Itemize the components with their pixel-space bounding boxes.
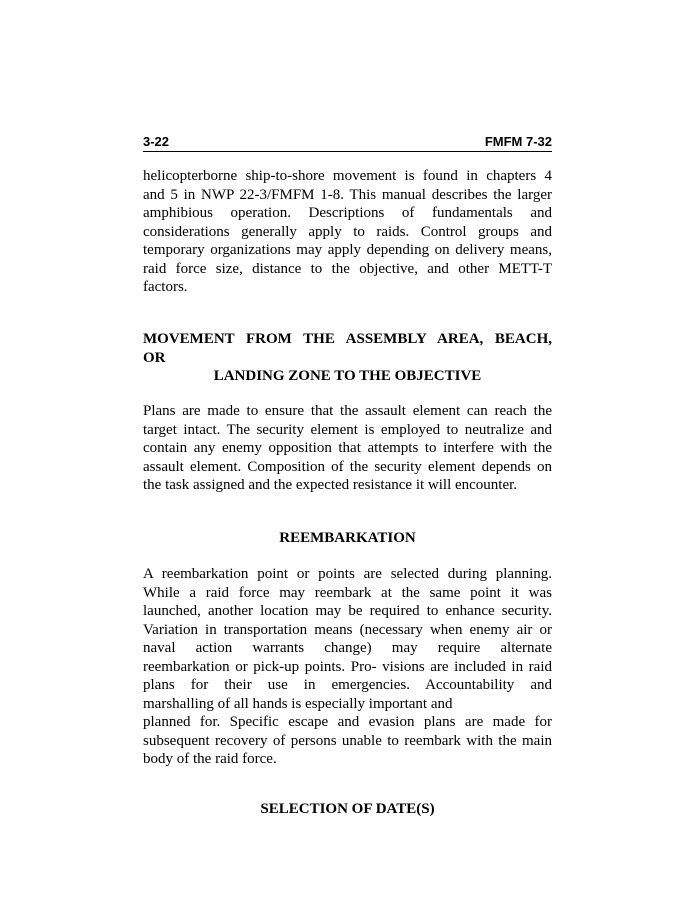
heading-line: MOVEMENT FROM THE ASSEMBLY AREA, BEACH, xyxy=(143,331,552,347)
paragraph-line: While a raid force may reembark at the same point it was xyxy=(143,584,552,601)
paragraph-line: naval action warrants change) may require alternate xyxy=(143,640,552,656)
movement-heading xyxy=(143,330,552,386)
manual-id: FMFM 7-32 xyxy=(484,134,552,149)
paragraph-line: marshalling of all hands is especially important and xyxy=(143,695,453,712)
paragraph-line: subsequent recovery of persons unable to reembark with the main xyxy=(143,732,552,749)
page-header xyxy=(143,133,552,152)
paragraph-line: raid force size, distance to the objective, and other METT-T xyxy=(143,260,552,277)
paragraph-line: Plans are made to ensure that the assault element can reach the xyxy=(143,403,552,419)
heading-line: OR xyxy=(143,349,166,366)
paragraph-line: reembarkation or pick-up points. Pro- visions are included in raid xyxy=(143,658,552,675)
selection-of-dates-heading xyxy=(143,800,552,819)
heading-line: LANDING ZONE TO THE OBJECTIVE xyxy=(213,368,482,384)
intro-paragraph xyxy=(143,167,552,297)
paragraph-line: helicopterborne ship-to-shore movement is found in chapters 4 xyxy=(143,168,552,184)
paragraph-line: factors. xyxy=(143,279,188,295)
paragraph-line: amphibious operation. Descriptions of fundamentals and xyxy=(143,205,552,221)
paragraph-line: A reembarkation point or points are selected during planning. xyxy=(143,566,552,582)
heading-line: SELECTION OF DATE(S) xyxy=(260,801,435,817)
paragraph-line: body of the raid force. xyxy=(143,751,277,767)
paragraph-line: assault element. Composition of the security element depends on xyxy=(143,458,552,475)
movement-paragraph xyxy=(143,402,552,495)
paragraph-line: temporary organizations may apply depending on delivery means, xyxy=(143,242,552,258)
paragraph-line: target intact. The security element is employed to neutralize and xyxy=(143,421,552,438)
reembarkation-paragraph xyxy=(143,565,552,769)
page-number: 3-22 xyxy=(143,134,170,149)
reembarkation-heading xyxy=(143,529,552,548)
paragraph-line: planned for. Specific escape and evasion plans are made for xyxy=(143,714,552,730)
paragraph-line: and 5 in NWP 22-3/FMFM 1-8. This manual describes the larger xyxy=(143,186,552,203)
paragraph-line: contain any enemy opposition that attempts to interfere with the xyxy=(143,440,552,456)
paragraph-line: Variation in transportation means (necessary when enemy air or xyxy=(143,621,552,638)
paragraph-line: the task assigned and the expected resistance it will encounter. xyxy=(143,477,518,493)
paragraph-line: plans for their use in emergencies. Accountability and xyxy=(143,677,552,693)
heading-line: REEMBARKATION xyxy=(279,530,416,546)
paragraph-line: considerations generally apply to raids. Control groups and xyxy=(143,223,552,240)
paragraph-line: launched, another location may be required to enhance security. xyxy=(143,603,552,619)
